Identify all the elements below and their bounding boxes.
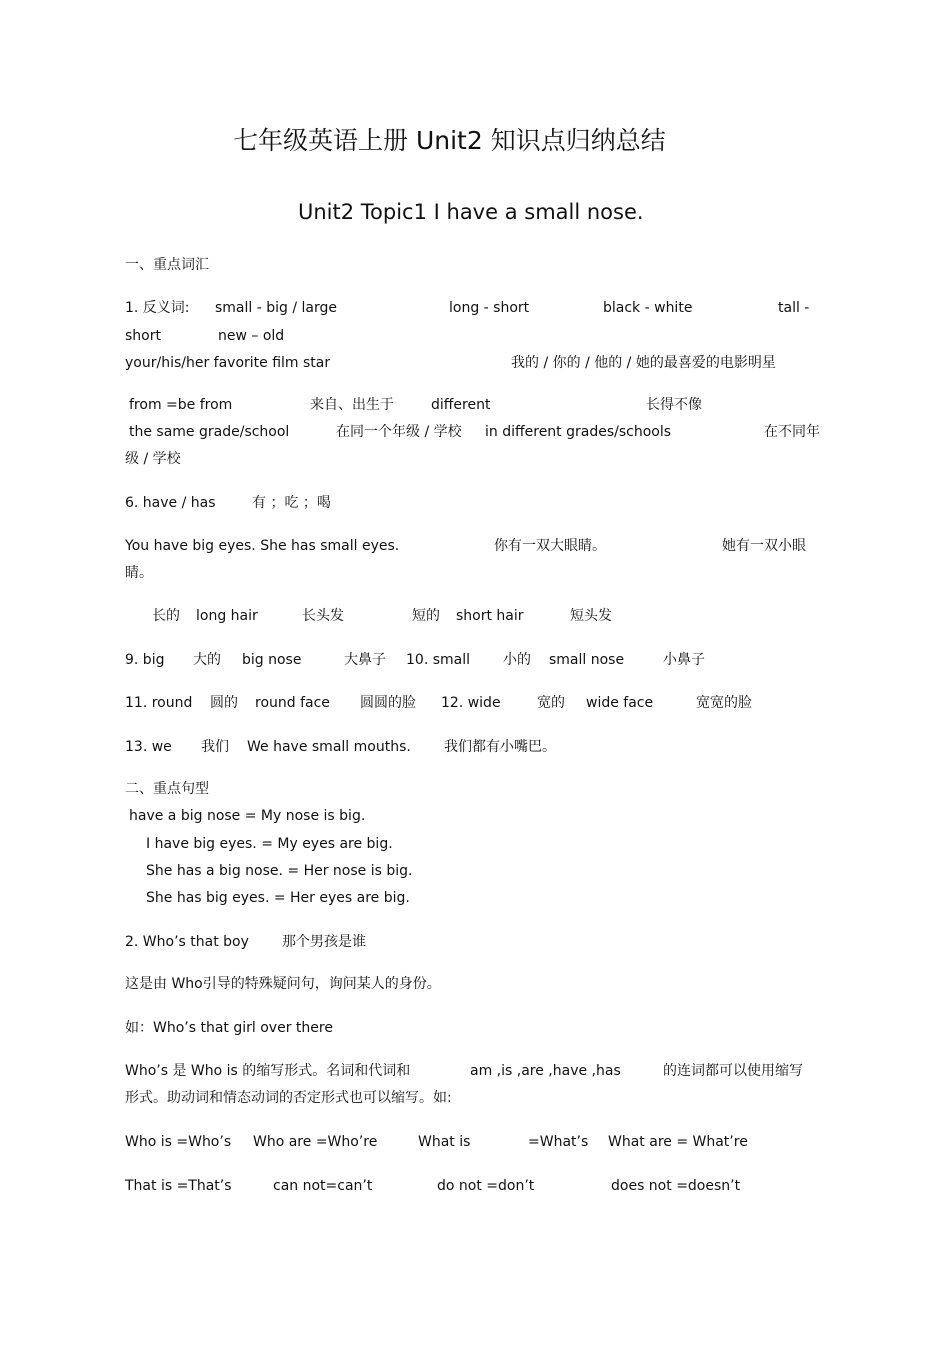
text-line: big nose	[242, 652, 302, 668]
text-line: Who are =Who’re	[253, 1134, 378, 1150]
text-line: different	[431, 397, 491, 413]
text-line: 12. wide	[441, 695, 501, 711]
text-line: do not =don’t	[437, 1178, 535, 1194]
text-line: have a big nose = My nose is big.	[129, 808, 366, 824]
text-line: 我们都有小嘴巴。	[444, 739, 556, 755]
text-line: 宽的	[537, 695, 565, 711]
text-line: 长得不像	[646, 397, 702, 413]
text-line: 13. we	[125, 739, 172, 755]
text-line: 6. have / has	[125, 495, 216, 511]
page-title: 七年级英语上册 Unit2 知识点归纳总结	[233, 126, 666, 155]
text-line: 级 / 学校	[125, 451, 181, 467]
text-line: tall -	[778, 300, 810, 316]
text-line: black - white	[603, 300, 693, 316]
text-line: in different grades/schools	[485, 424, 672, 440]
text-line: 来自、出生于	[310, 397, 394, 413]
section-heading-vocabulary: 一、重点词汇	[125, 257, 209, 273]
text-line: the same grade/school	[129, 424, 290, 440]
text-line: 大的	[193, 652, 221, 668]
text-line: 如：Who’s that girl over there	[125, 1020, 333, 1036]
text-line: 11. round	[125, 695, 193, 711]
text-line: 在同一个年级 / 学校	[336, 424, 462, 440]
text-line: =What’s	[528, 1134, 589, 1150]
text-line: 圆的	[210, 695, 238, 711]
text-line: We have small mouths.	[247, 739, 411, 755]
text-line: does not =doesn’t	[611, 1178, 741, 1194]
text-line: small nose	[549, 652, 625, 668]
text-line: What is	[418, 1134, 471, 1150]
text-line: short hair	[456, 608, 524, 624]
text-line: small - big / large	[215, 300, 338, 316]
text-line: am ,is ,are ,have ,has	[470, 1063, 621, 1079]
text-line: 圆圆的脸	[360, 695, 416, 711]
text-line: 我们	[201, 739, 229, 755]
text-line: 长头发	[302, 608, 344, 624]
text-line: Who is =Who’s	[125, 1134, 232, 1150]
text-line: 小鼻子	[663, 652, 705, 668]
text-line: 这是由 Who引导的特殊疑问句，询问某人的身份。	[125, 976, 441, 992]
text-line: 10. small	[406, 652, 471, 668]
text-line: She has big eyes. = Her eyes are big.	[146, 890, 410, 906]
text-line: 宽宽的脸	[696, 695, 752, 711]
text-line: You have big eyes. She has small eyes.	[125, 538, 400, 554]
text-line: 短头发	[570, 608, 612, 624]
text-line: I have big eyes. = My eyes are big.	[146, 836, 393, 852]
text-line: Who’s 是 Who is 的缩写形式。名词和代词和	[125, 1063, 411, 1079]
text-line: 睛。	[125, 565, 153, 581]
text-line: wide face	[586, 695, 654, 711]
text-line: 有 ；吃 ；喝	[252, 495, 331, 511]
text-line: 那个男孩是谁	[282, 934, 366, 950]
text-line: short	[125, 328, 161, 344]
text-line: 在不同年	[764, 424, 820, 440]
text-line: 2. Who’s that boy	[125, 934, 249, 950]
text-line: She has a big nose. = Her nose is big.	[146, 863, 413, 879]
text-line: That is =That’s	[125, 1178, 232, 1194]
text-line: 9. big	[125, 652, 165, 668]
text-line: 她有一双小眼	[722, 538, 806, 554]
text-line: round face	[255, 695, 330, 711]
text-line: 形式。助动词和情态动词的否定形式也可以缩写。如:	[125, 1090, 452, 1106]
page-subtitle: Unit2 Topic1 I have a small nose.	[298, 200, 644, 224]
section-heading-sentences: 二、重点句型	[125, 781, 209, 797]
text-line: 长的	[152, 608, 180, 624]
text-line: 我的 / 你的 / 他的 / 她的最喜爱的电影明星	[511, 355, 776, 371]
text-line: long hair	[196, 608, 258, 624]
text-line: can not=can’t	[273, 1178, 373, 1194]
text-line: long - short	[449, 300, 530, 316]
text-line: 你有一双大眼睛。	[494, 538, 606, 554]
text-line: your/his/her favorite film star	[125, 355, 331, 371]
text-line: What are = What’re	[608, 1134, 748, 1150]
text-line: 小的	[503, 652, 531, 668]
text-line: 1. 反义词:	[125, 300, 190, 316]
text-line: from =be from	[129, 397, 233, 413]
text-line: 的连词都可以使用缩写	[663, 1063, 803, 1079]
text-line: 大鼻子	[344, 652, 386, 668]
text-line: 短的	[412, 608, 440, 624]
text-line: new – old	[218, 328, 285, 344]
